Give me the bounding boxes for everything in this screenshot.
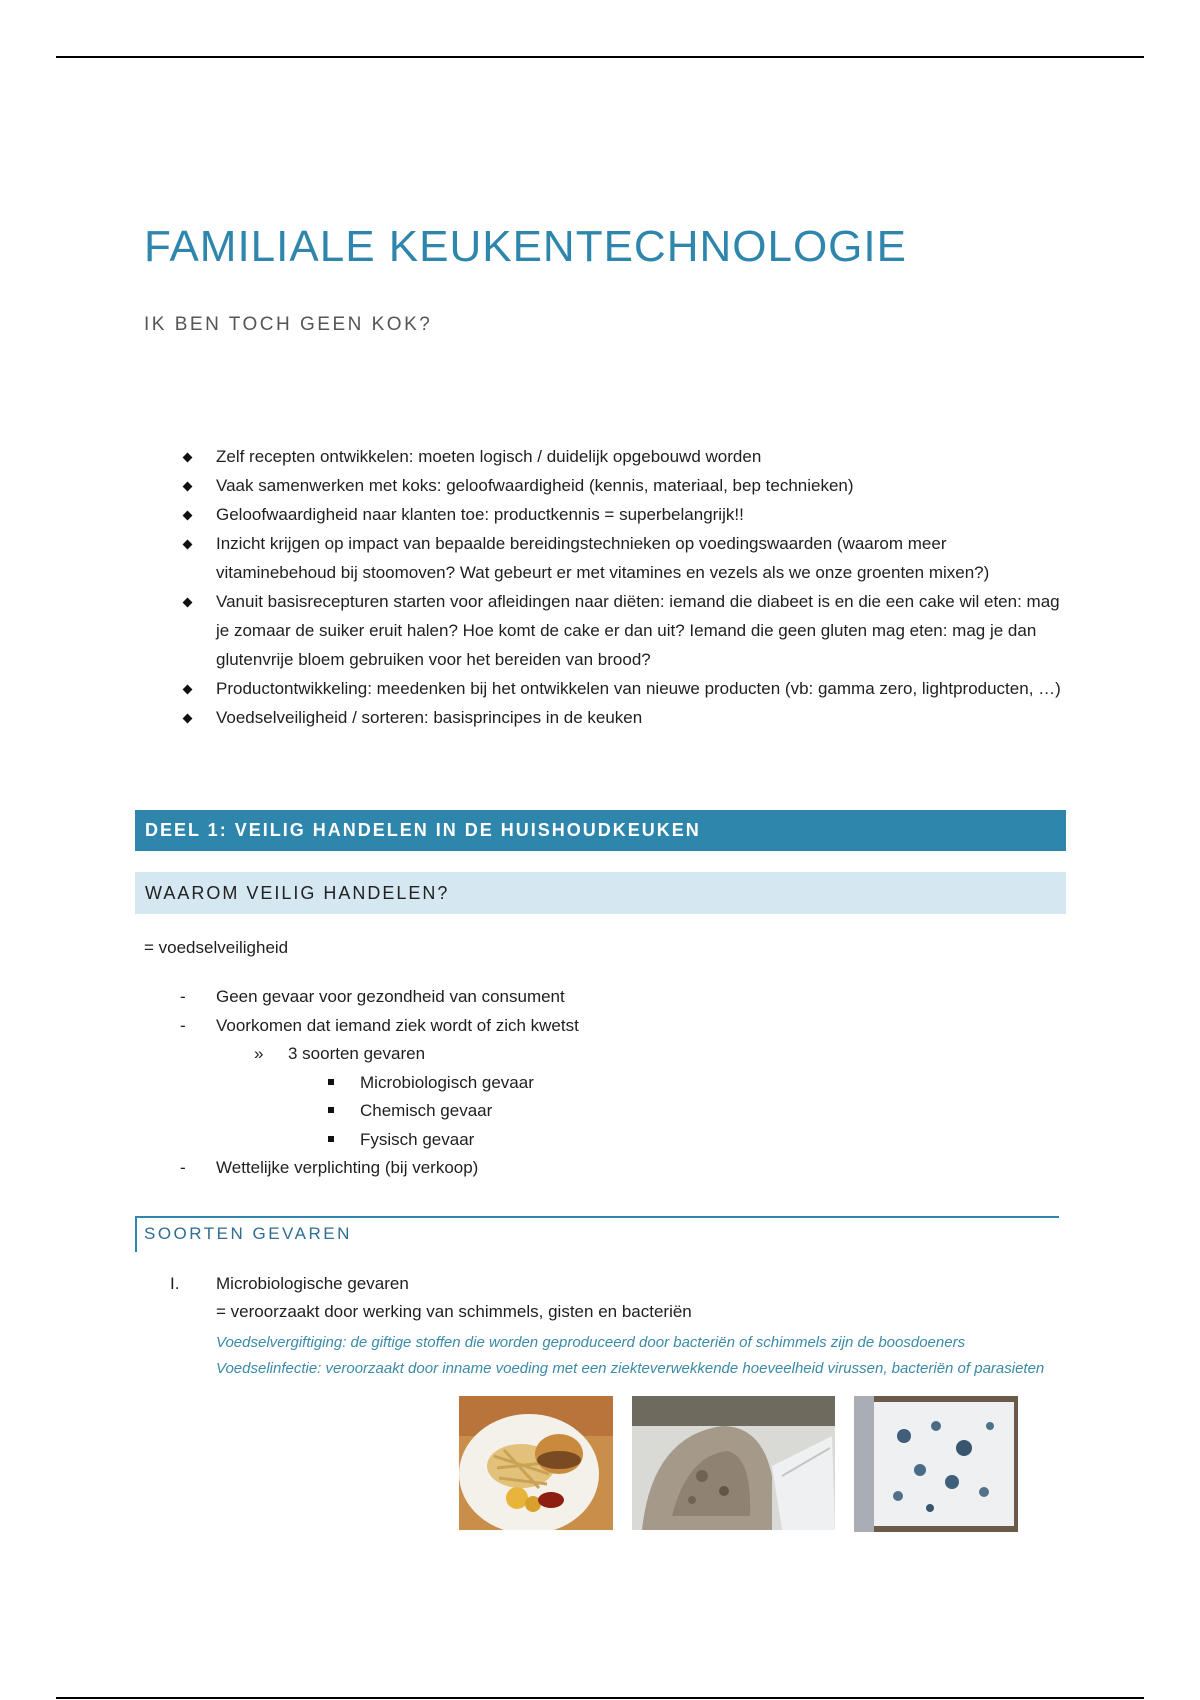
dash-bullet-icon: - [180, 987, 186, 1006]
square-bullet-icon [328, 1107, 334, 1113]
square-bullet-icon [328, 1079, 334, 1085]
diamond-bullet-icon [183, 598, 193, 608]
document-title: FAMILIALE KEUKENTECHNOLOGIE [144, 222, 907, 271]
list-item: Vaak samenwerken met koks: geloofwaardigheid (kennis, materiaal, bep technieken) [170, 471, 1070, 500]
diamond-bullet-icon [183, 685, 193, 695]
square-bullet-icon [328, 1136, 334, 1142]
burger-and-fries-photo [459, 1396, 613, 1530]
list-item: » 3 soorten gevaren Microbiologisch gevaar Chemisch gevaar Fysisch gevaar [216, 1040, 1070, 1154]
list-item: - Geen gevaar voor gezondheid van consument [170, 983, 1070, 1012]
section-heading: WAAROM VEILIG HANDELEN? [135, 872, 1066, 914]
list-item: - Voorkomen dat iemand ziek wordt of zich kwetst » 3 soorten gevaren Microbiologisch gevaar Chemisch gevaar Fysisch gevaar [170, 1012, 1070, 1155]
microbio-definition: = veroorzaakt door werking van schimmels, gisten en bacteriën [216, 1302, 692, 1321]
part-heading: DEEL 1: VEILIG HANDELEN IN DE HUISHOUDKEUKEN [135, 810, 1066, 851]
list-item: Voedselveiligheid / sorteren: basisprincipes in de keuken [170, 703, 1070, 732]
food-poisoning-note: Voedselvergiftiging: de giftige stoffen die worden geproduceerd door bacteriën of schimmels zijn de boosdoeners [216, 1334, 966, 1351]
microbio-title: Microbiologische gevaren [216, 1274, 409, 1293]
diamond-bullet-icon [183, 482, 193, 492]
list-item: Zelf recepten ontwikkelen: moeten logisch / duidelijk opgebouwd worden [170, 442, 1070, 471]
list-item: Chemisch gevaar [288, 1097, 1070, 1126]
definition-text: = voedselveiligheid [144, 938, 289, 957]
list-item: Microbiologisch gevaar [288, 1069, 1070, 1098]
blue-cheese-photo [854, 1396, 1018, 1532]
food-infection-note: Voedselinfectie: veroorzaakt door inname voeding met een ziekteverwekkende hoeveelheid virussen, bacteriën of parasieten [216, 1360, 1045, 1377]
moldy-bread-photo [632, 1396, 835, 1530]
subsection-heading: SOORTEN GEVAREN [144, 1224, 352, 1243]
roman-numeral: I. [170, 1274, 180, 1293]
list-item: Fysisch gevaar [288, 1126, 1070, 1155]
diamond-bullet-icon [183, 453, 193, 463]
diamond-bullet-icon [183, 714, 193, 724]
hazard-type-list [288, 1069, 1070, 1155]
page-bottom-rule [56, 1697, 1144, 1699]
page-top-rule [56, 56, 1144, 58]
list-item: Geloofwaardigheid naar klanten toe: productkennis = superbelangrijk!! [170, 500, 1070, 529]
reasons-list [170, 983, 1070, 1183]
diamond-bullet-icon [183, 540, 193, 550]
dash-bullet-icon: - [180, 1158, 186, 1177]
sub-list [216, 1040, 1070, 1154]
intro-bullet-list [170, 442, 1070, 732]
list-item: Vanuit basisrecepturen starten voor afleidingen naar diëten: iemand die diabeet is en die een cake wil eten: mag je zomaar de suiker eruit halen? Hoe komt de cake er dan uit? Iemand die geen gluten mag eten: mag je dan glutenvrije bloem gebruiken voor het bereiden van brood? [170, 587, 1070, 674]
double-arrow-bullet-icon: » [254, 1044, 264, 1063]
list-item: - Wettelijke verplichting (bij verkoop) [170, 1154, 1070, 1183]
document-subtitle: IK BEN TOCH GEEN KOK? [144, 314, 433, 335]
dash-bullet-icon: - [180, 1015, 186, 1035]
list-item: Productontwikkeling: meedenken bij het ontwikkelen van nieuwe producten (vb: gamma zero, lightproducten, …) [170, 674, 1070, 703]
list-item: Inzicht krijgen op impact van bepaalde bereidingstechnieken op voedingswaarden (waarom meer vitaminebehoud bij stoomoven? Wat gebeurt er met vitamines en vezels als we onze groenten mixen?) [170, 529, 1070, 587]
diamond-bullet-icon [183, 511, 193, 521]
